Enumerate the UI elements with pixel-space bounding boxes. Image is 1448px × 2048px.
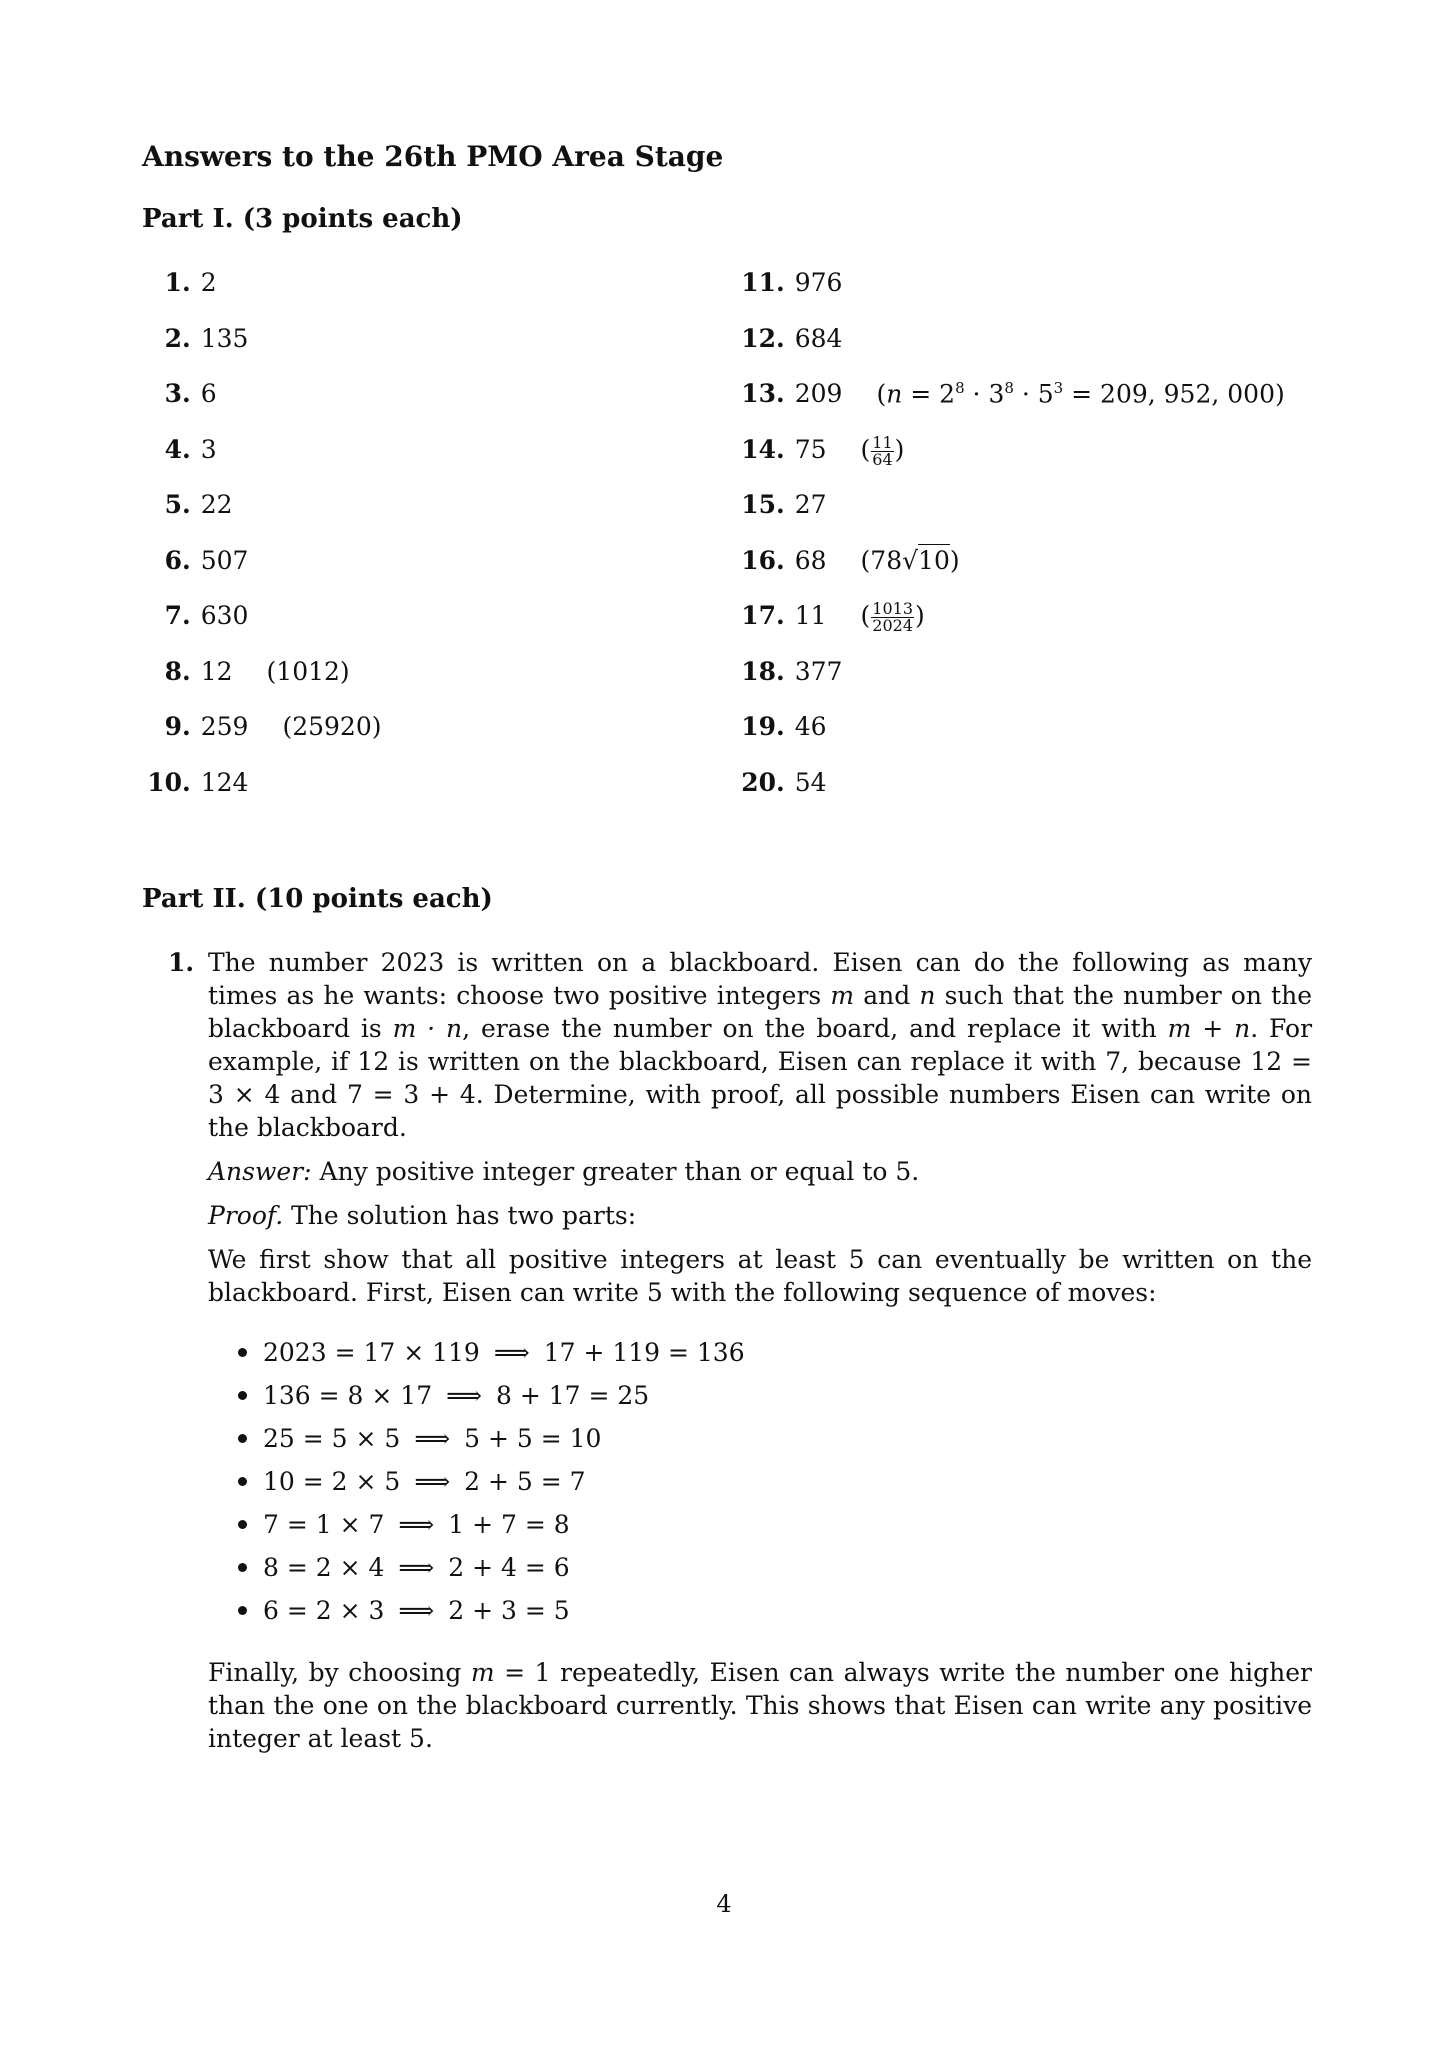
answer-row: 20 . 54	[741, 767, 827, 797]
bullet-icon	[238, 1391, 247, 1400]
answer-row: 2 . 135	[164, 323, 249, 353]
part1-heading: Part I. (3 points each)	[142, 204, 463, 234]
answer-note-fraction: ( $\frac{11}{64}$ )	[860, 432, 905, 469]
move-sequence-list	[208, 1331, 1312, 1632]
answer-row: 5 . 22	[164, 490, 233, 519]
answer-note: (25920)	[282, 712, 382, 741]
list-item: 6 = 2 × 3 ⟹ 2 + 3 = 5	[208, 1589, 1312, 1632]
answers-right-column	[708, 268, 1308, 823]
answer-row: 18 . 377	[741, 656, 843, 686]
bullet-icon	[238, 1477, 247, 1486]
answers-left-column	[114, 268, 714, 823]
bullet-icon	[238, 1520, 247, 1529]
problem-1	[168, 946, 1312, 1766]
page-number: 4	[716, 1890, 732, 1918]
answer-row: 9 . 259 (25920)	[164, 712, 382, 741]
answer-row: 12 . 684	[741, 323, 843, 353]
answer-row: 3 . 6	[164, 379, 217, 408]
list-item: 10 = 2 × 5 ⟹ 2 + 5 = 7	[208, 1460, 1312, 1503]
answer-note-sqrt: (78√10)	[860, 545, 960, 575]
answer-row: 1 . 2	[164, 268, 217, 297]
answer-row: 13 . 209 ($n = 2^8 \cdot 3^8 \cdot 5^3 = 209$, 952, 000)	[741, 379, 1285, 409]
answer-note-fraction: ( $\frac{1013}{2024}$ )	[860, 599, 925, 635]
answer-row: 14 . 75 ( $\frac{11}{64}$ )	[741, 432, 905, 469]
answer-row: 7 . 630	[164, 601, 249, 630]
page-title: Answers to the 26th PMO Area Stage	[142, 140, 724, 173]
bullet-icon	[238, 1563, 247, 1572]
list-item: 7 = 1 × 7 ⟹ 1 + 7 = 8	[208, 1503, 1312, 1546]
final-paragraph: Finally, by choosing m = 1 repeatedly, Eisen can always write the number one higher than the one on the blackboard currently. This shows that Eisen can write any positive integer at least 5.	[208, 1658, 1312, 1753]
proof-paragraph: We first show that all positive integers at least 5 can eventually be written on the blackboard. First, Eisen can write 5 with the following sequence of moves:	[208, 1245, 1312, 1307]
answer-row: 19 . 46	[741, 712, 827, 741]
answer-row: 10 . 124	[147, 767, 249, 797]
list-item: 2023 = 17 × 119 ⟹ 17 + 119 = 136	[208, 1331, 1312, 1374]
problem-statement: The number 2023 is written on a blackboard. Eisen can do the following as many times as he wants: choose two positive integers m and n such that the number on the blackboard is m · n, erase the number on the board, and replace it with m + n. For example, if 12 is written on the blackboard, Eisen can replace it with 7, because 12 = 3 × 4 and 7 = 3 + 4. Determine, with proof, all possible numbers Eisen can write on the blackboard.	[208, 948, 1313, 1142]
answer-row: 6 . 507	[164, 545, 249, 575]
answer-row: 4 . 3	[164, 434, 217, 464]
list-item: 25 = 5 × 5 ⟹ 5 + 5 = 10	[208, 1417, 1312, 1460]
answer-row: 8 . 12 (1012)	[164, 656, 350, 686]
proof-line: Proof. The solution has two parts:	[208, 1201, 637, 1230]
answer-row: 17 . 11 ( $\frac{1013}{2024}$ )	[741, 599, 925, 635]
list-item: 136 = 8 × 17 ⟹ 8 + 17 = 25	[208, 1374, 1312, 1417]
bullet-icon	[238, 1434, 247, 1443]
answer-row: 15 . 27	[741, 490, 827, 519]
bullet-icon	[238, 1606, 247, 1615]
answer-note: ($n = 2^8 \cdot 3^8 \cdot 5^3 = 209$, 952, 000)	[876, 379, 1285, 409]
answer-row: 16 . 68 (78√10)	[741, 545, 960, 575]
answer-line: Answer: Any positive integer greater than or equal to 5.	[208, 1157, 920, 1186]
problem-number: 1.	[168, 948, 195, 977]
bullet-icon	[238, 1348, 247, 1357]
list-item: 8 = 2 × 4 ⟹ 2 + 4 = 6	[208, 1546, 1312, 1589]
answer-note: (1012)	[266, 656, 350, 686]
part2-heading: Part II. (10 points each)	[142, 884, 493, 914]
answer-row: 11 . 976	[741, 268, 843, 297]
